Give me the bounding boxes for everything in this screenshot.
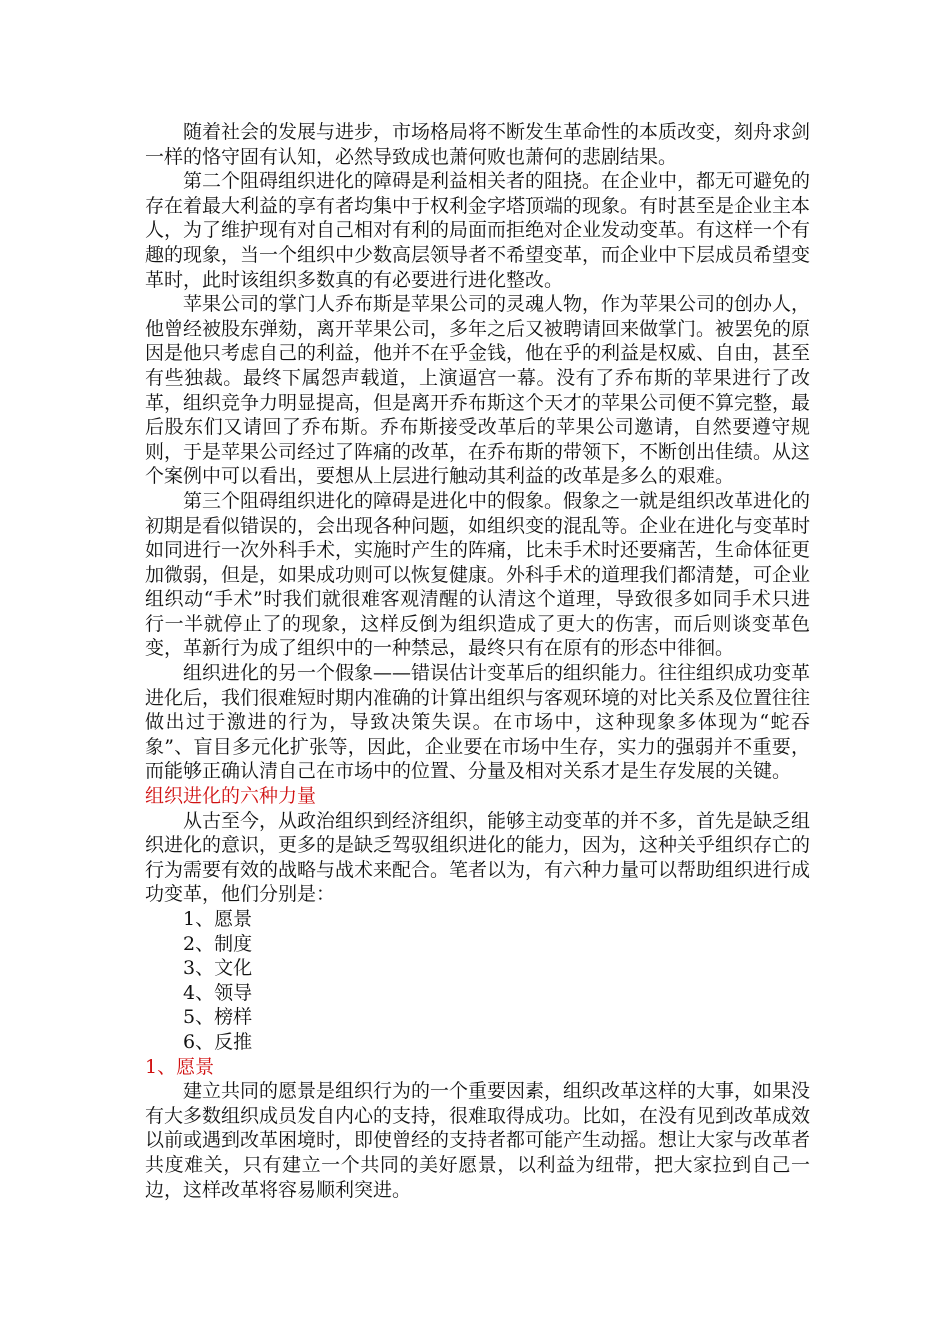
list-item: 2、制度 [183, 932, 253, 955]
document-page [145, 120, 810, 1202]
paragraph: 苹果公司的掌门人乔布斯是苹果公司的灵魂人物，作为苹果公司的创办人，他曾经被股东弹劾，离开苹果公司，多年之后又被聘请回来做掌门。被罢免的原因是他只考虑自己的利益，他并不在乎金钱，他在乎的利益是权威、自由，甚至有些独裁。最终下属怨声载道，上演逼宫一幕。没有了乔布斯的苹果进行了改革，组织竞争力明显提高，但是离开乔布斯这个天才的苹果公司便不算完整，最后股东们又请回了乔布斯。乔布斯接受改革后的苹果公司邀请，自然要遵守规则，于是苹果公司经过了阵痛的改革，在乔布斯的带领下，不断创出佳绩。从这个案例中可以看出，要想从上层进行触动其利益的改革是多么的艰难。 [145, 293, 811, 488]
section-heading-vision: 1、愿景 [145, 1055, 215, 1078]
paragraph: 第二个阻碍组织进化的障碍是利益相关者的阻挠。在企业中，都无可避免的存在着最大利益的享有者均集中于权利金字塔顶端的现象。有时甚至是企业主本人，为了维护现有对自己相对有利的局面而拒绝对企业发动变革。有这样一个有趣的现象，当一个组织中少数高层领导者不希望变革，而企业中下层成员希望变革时，此时该组织多数真的有必要进行进化整改。 [145, 170, 811, 291]
list-item: 6、反推 [183, 1030, 253, 1053]
paragraph: 第三个阻碍组织进化的障碍是进化中的假象。假象之一就是组织改革进化的初期是看似错误的，会出现各种问题，如组织变的混乱等。企业在进化与变革时如同进行一次外科手术，实施时产生的阵痛，比未手术时还要痛苦，生命体征更加微弱，但是，如果成功则可以恢复健康。外科手术的道理我们都清楚，可企业组织动“手术”时我们就很难客观清醒的认清这个道理，导致很多如同手术只进行一半就停止了的现象，这样反倒为组织造成了更大的伤害，而后则谈变革色变，革新行为成了组织中的一种禁忌，最终只有在原有的形态中徘徊。 [145, 489, 811, 660]
forces-list [145, 907, 810, 1055]
list-item: 3、文化 [183, 957, 253, 980]
paragraph: 随着社会的发展与进步，市场格局将不断发生革命性的本质改变，刻舟求剑一样的恪守固有认知，必然导致成也萧何败也萧何的悲剧结果。 [145, 121, 811, 168]
paragraph: 组织进化的另一个假象——错误估计变革后的组织能力。往往组织成功变革进化后，我们很难短时期内准确的计算出组织与客观环境的对比关系及位置往往做出过于激进的行为，导致决策失误。在市场中，这种现象多体现为“蛇吞象”、盲目多元化扩张等，因此，企业要在市场中生存，实力的强弱并不重要，而能够正确认清自己在市场中的位置、分量及相对关系才是生存发展的关键。 [145, 662, 811, 783]
list-item: 4、领导 [183, 981, 253, 1004]
section-heading-six-forces: 组织进化的六种力量 [145, 785, 317, 808]
list-item: 1、愿景 [183, 908, 253, 930]
vision-paragraph: 建立共同的愿景是组织行为的一个重要因素，组织改革这样的大事，如果没有大多数组织成员发自内心的支持，很难取得成功。比如，在没有见到改革成效以前或遇到改革困境时，即使曾经的支持者都可能产生动摇。想让大家与改革者共度难关，只有建立一个共同的美好愿景，以利益为纽带，把大家拉到自己一边，这样改革将容易顺利突进。 [145, 1080, 811, 1201]
intro-paragraph: 从古至今，从政治组织到经济组织，能够主动变革的并不多，首先是缺乏组织进化的意识，更多的是缺乏驾驭组织进化的能力，因为，这种关乎组织存亡的行为需要有效的战略与战术来配合。笔者以为，有六种力量可以帮助组织进行成功变革，他们分别是： [145, 809, 811, 906]
list-item: 5、榜样 [183, 1006, 253, 1029]
